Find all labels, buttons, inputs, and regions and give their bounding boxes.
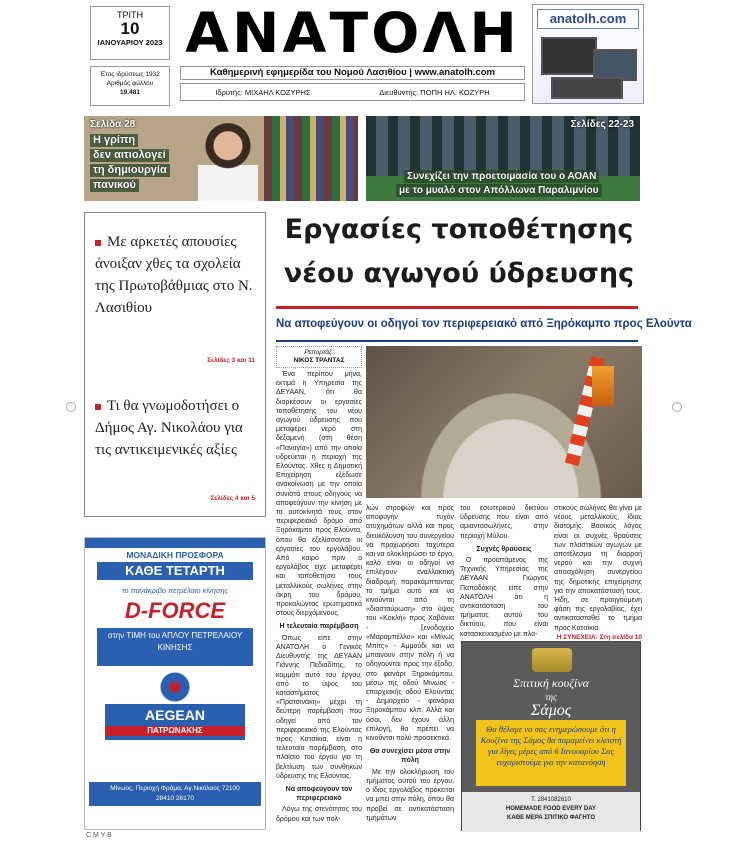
aegean-logo-icon <box>157 672 193 702</box>
subheadline: Να αποφεύγουν οι οδηγοί τον περιφερειακό από Ξηρόκαμπο προς Ελούντα <box>276 318 692 330</box>
article-paragraph: Λόγω της στενότητος του δρόμου και των πολ- <box>276 806 362 823</box>
divider <box>276 306 638 309</box>
teaser-flu[interactable] <box>84 116 358 201</box>
headline-line1: Εργασίες τοποθέτησης <box>284 214 634 245</box>
station-name: AEGEAN <box>145 707 205 723</box>
brief-pages: Σελίδες 3 και 11 <box>207 357 255 364</box>
teaser-line: δεν αιτιολογεί <box>90 149 169 162</box>
brief-text: Με αρκετές απουσίες άνοιξαν χθες τα σχολεία της Πρωτοβάθμιας στο Ν. Λασιθίου <box>95 234 253 316</box>
roadwork-photo <box>366 346 642 498</box>
article-paragraph: Όπως είπε στην ΑΝΑΤΟΛΗ ο Γενικός Διευθυντής της ΔΕΥΑΑΝ Γιάννης Πεδιαδίτης, το κομμάτι αυτό του έργου, από το ύψος του καταστήματος «Πρατσινάκη» μέχρι τη δεύτερη παρέμβαση που οδηγεί από τον περιφερειακό της Ελούντας προς Κατσίκια, είναι η τελευταία παρέμβαση, στο πλαίσιο του έργου για τη βελτίωση των συνθηκών ύδρευσης της Ελούντας. <box>276 634 362 780</box>
crown-icon <box>532 648 572 672</box>
kitchen-footer-gr: ΚΑΘΕ ΜΕΡΑ ΣΠΙΤΙΚΟ ΦΑΓΗΤΟ <box>507 815 595 821</box>
month-year: ΙΑΝΟΥΑΡΙΟΥ 2023 <box>97 38 163 47</box>
monitor-icon <box>541 37 597 75</box>
year-founded: Έτος ιδρύσεως 1932 <box>100 71 160 78</box>
reporter-label: Ρεπορτάζ: <box>304 349 334 356</box>
address-text: Μίνωος, Περιοχή Φράμα, Αγ.Νικόλαος 72100 <box>110 785 240 792</box>
issue-info <box>90 66 170 106</box>
reporter-box <box>276 346 362 368</box>
article-subheading: Η τελευταία παρέμβαση <box>279 623 359 631</box>
kitchen-footer <box>462 792 640 832</box>
bullet-icon <box>95 404 101 410</box>
ad-stripe <box>85 538 265 548</box>
article-column-3 <box>460 504 548 636</box>
article-paragraph: στικούς σωλήνες θα γίνει με νέους μεταλλικούς, ίδιας διατομής. Βασικός λόγος είναι οι συχνές θραύσεις των πλαστικών αγωγών με αποτέλεσμα τη διαρροή νερού και την συχνή απασχόληση συνεργείου της δημοτικής επιχείρησης για την αποκατάστασή τους. Ήδη, σε προηγούμενη φάση της εργολαβίας, έχει αντικατασταθεί το τμήμα προς Κατσίκια. <box>554 505 642 632</box>
teaser-line: Συνεχίζει την προετοιμασία του ο ΑΟΑΝ <box>404 170 599 183</box>
station-owner: ΠΑΤΡΩΝΑΚΗΣ <box>105 726 245 736</box>
fuel-advert[interactable] <box>84 537 266 830</box>
founders-line <box>180 83 525 101</box>
warning-light <box>592 366 614 406</box>
article-paragraph: λών στροφών και προς αποφυγήν τυχόν ατυχημάτων αλλά και προς διευκόλυνση του συνεργείου να προχωρήσει ταχύτερα και να ολοκληρώσει το έργο, καλό είναι οι οδηγοί να επιλέγουν εναλλακτική διαδρομή, παρακάμπτοντας το τμήμα αυτό και να κινούνται από τη «διασταύρωση» στο ύψος του «Κοκλή» προς Χαβάνια - ξενοδοχείο «Μαραμπέλλο» και «Μίνως Μπίτς» - Αμμούδι και να μπαίνουν στην πόλη ή να οδηγούνται προς την έξοδο, στο φανάρι Ξηροκάμπου, μέσω της οδού Μίνωος - επαρχιακής οδού Ελούντας - Δημαρχείο - φανάρια Ξηροκάμπου κλπ. Αλλά και όσοι, δεν έχουν άλλη επιλογή, θα πρέπει να κινούνται πολύ προσεκτικά. <box>366 505 454 743</box>
teaser-page: Σελίδα 28 <box>90 119 136 130</box>
station-address <box>89 782 261 806</box>
print-marks: C M Y B <box>86 832 112 839</box>
kitchen-message: Θα θέλαμε να σας ενημερώσουμε ότι η Κουζίνα της Σάμος θα παραμείνει κλειστή για λίγες μέρες από 6 Ιανουαρίου Σας ευχαριστούμε για την κατανόηση <box>476 720 626 786</box>
bullet-icon <box>95 240 101 246</box>
brief-item[interactable] <box>95 231 257 319</box>
ad-offer: ΜΟΝΑΔΙΚΗ ΠΡΟΣΦΟΡΑ <box>126 550 224 560</box>
founder: Ιδρυτής: ΜΙΧΑΗΛ ΚΟΖΥΡΗΣ <box>215 87 311 97</box>
ad-price-note: στην ΤΙΜΗ του ΑΠΛΟΥ ΠΕΤΡΕΛΑΙΟΥ ΚΙΝΗΣΗΣ <box>97 628 253 666</box>
article-column-1 <box>276 370 362 830</box>
ad-day: ΚΑΘΕ ΤΕΤΑΡΤΗ <box>97 562 253 580</box>
divider <box>276 340 638 342</box>
issue-number: 19.481 <box>120 89 140 96</box>
website-brand: anatolh.com <box>537 9 639 29</box>
article-column-4 <box>554 504 642 641</box>
kitchen-title <box>462 676 640 718</box>
teaser-line: τη δημιουργία <box>90 164 170 177</box>
teaser-line: Η γρίπη <box>90 134 138 147</box>
news-briefs <box>84 212 266 517</box>
newspaper-title: ΑΝΑΤΟΛΗ <box>185 1 520 65</box>
brief-item[interactable] <box>95 395 257 461</box>
teaser-page: Σελίδες 22-23 <box>570 119 634 130</box>
tagline: Καθημερινή εφημερίδα του Νομού Λασιθίου | www.anatolh.com <box>180 66 525 80</box>
laptop-icon <box>551 77 623 99</box>
website-ad[interactable] <box>532 4 644 104</box>
reporter-name: ΝΙΚΟΣ ΤΡΑΝΤΑΣ <box>293 357 345 364</box>
article-subheading: Να αποφεύγουν τον περιφερειακό <box>285 785 353 803</box>
kitchen-footer-en: HOMEMADE FOOD EVERY DAY <box>505 806 597 812</box>
ad-product-desc: το πανάκριβο πετρέλαιο κίνησης <box>121 586 229 595</box>
issue-label: Αριθμός φύλλου <box>106 80 154 87</box>
registration-mark-icon <box>66 402 76 412</box>
ad-brand: D-FORCE <box>124 598 226 623</box>
teaser-line: με το μυαλό στον Απόλλωνα Παραλιμνίου <box>396 184 602 197</box>
date-box <box>90 6 170 60</box>
phone-text: 28410 26170 <box>156 795 194 802</box>
article-paragraph: Ο προϊστάμενος της Τεχνικής Υπηρεσίας της ΔΕΥΑΑΝ Γιώργος Παπαδάκης είπε στην ΑΝΑΤΟΛΗ ότι η αντικατάσταση του τμήματος αυτού του δικτύου, που είναι κατασκευασμένο με πλα- <box>460 557 548 638</box>
director: Διευθυντής: ΠΟΠΗ ΗΛ. ΚΟΖΥΡΗ <box>379 87 490 97</box>
person-photo <box>196 122 260 201</box>
article-paragraph: του εσωτερικού δικτύου ύδρευσης που είναι από αμιαντοσωλήνες, στην περιοχή Μύλου. <box>460 505 548 540</box>
kitchen-phone: Τ. 2841082610 <box>531 797 571 803</box>
teaser-line: πανικού <box>90 179 139 192</box>
kitchen-title-line: Σάμος <box>530 702 572 719</box>
teaser-football[interactable] <box>366 116 640 201</box>
day-label: ΤΡΙΤΗ <box>117 10 143 20</box>
station-logo <box>105 704 245 740</box>
kitchen-advert[interactable] <box>461 641 641 831</box>
kitchen-title-line: Σπιτική κουζίνα <box>513 676 589 690</box>
article-column-2 <box>366 504 454 830</box>
brief-text: Τι θα γνωμοδοτήσει ο Δήμος Αγ. Νικολάου για τις αντικειμενικές αξίες <box>95 398 243 458</box>
registration-mark-icon <box>672 402 682 412</box>
headline-line2: νέου αγωγού ύδρευσης <box>283 258 635 289</box>
article-subheading: Θα συνεχίσει μέσα στην πόλη <box>369 748 451 765</box>
brief-pages: Σελίδες 4 και 5 <box>210 495 255 502</box>
article-paragraph: Με την ολοκλήρωση του τμήματος αυτού του έργου, ο ίδιος εργολάβος πρόκειται να μπει στην πόλη, όπου θα προβεί σε αντικατάσταση τμημάτων <box>366 768 454 822</box>
continue-note[interactable]: Η ΣΥΝΕΧΕΙΑ: Στη σελίδα 10 <box>556 633 642 641</box>
article-paragraph: Ένα περίπου μήνα, εκτιμά η Υπηρεσία της ΔΕΥΑΑΝ, ότι θα διαρκέσουν οι εργασίες τοποθέτησης του νέου αγωγού ύδρευσης που μεταφέρει νερό στη δεξαμενή (στη θέση «Παναγία») από την οποία υδρεύεται η περιοχή της Ελούντας. Χθες η Δημοτική Επιχείρηση εξέδωσε ανακοίνωση με την οποία συνιστά στους οδηγούς να αποφεύγουν την κίνηση με τα αυτοκίνητά τους στον περιφερειακό δρόμο από Ξηρόκαμπο προς Ελούντα, όπου θα εξελίσσονται οι εργασίες του εργολάβου. Από καιρό πριν ο εργολάβος είχε μεταφέρει και τοποθετήσει τους μεταλλικούς σωλήνες στην άκρη του δρόμου, προκαλώντας ερωτηματικά στους διερχόμενους. <box>276 371 362 618</box>
date-number: 10 <box>120 19 140 38</box>
article-subheading: Συχνές θραύσεις <box>476 545 532 553</box>
bookshelf-image <box>264 116 358 201</box>
kitchen-title-line: της <box>545 692 557 702</box>
